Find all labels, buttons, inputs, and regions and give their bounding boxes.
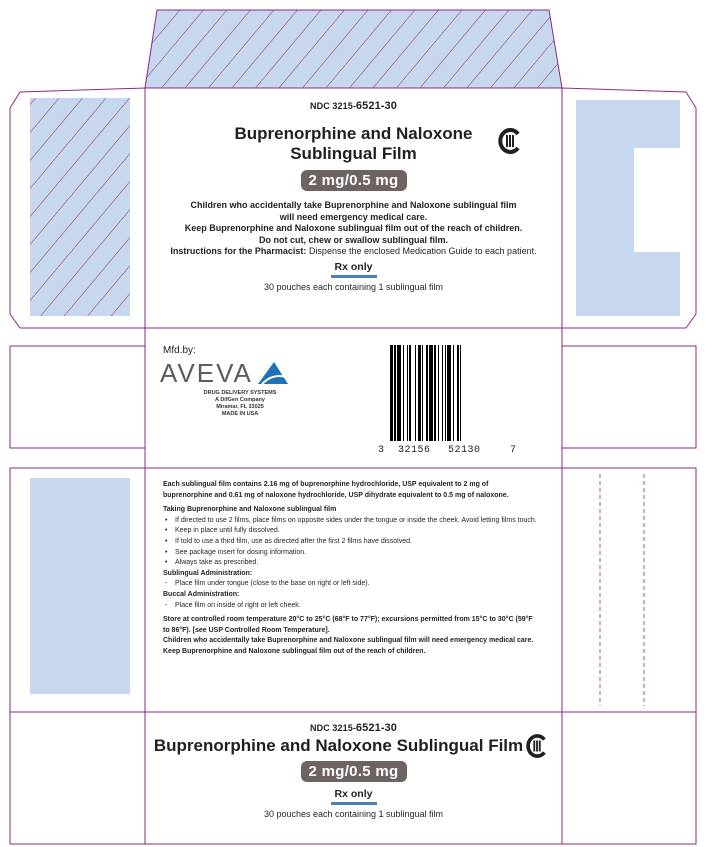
bullet-item: • Always take as prescribed. <box>163 558 538 569</box>
buccal-item: - Place film on inside of right or left cheek. <box>163 601 538 612</box>
strength-badge: 2 mg/0.5 mg <box>301 170 407 191</box>
pouch-count-bottom: 30 pouches each containing 1 sublingual film <box>263 809 444 819</box>
pharmacist-label: Instructions for the Pharmacist: <box>170 246 307 256</box>
logo-line-1: DRUG DELIVERY SYSTEMS <box>203 390 277 396</box>
taking-heading: Taking Buprenorphine and Naloxone sublingual film <box>163 506 337 514</box>
sublingual-heading: Sublingual Administration: <box>163 569 253 577</box>
pouch-count: 30 pouches each containing 1 sublingual film <box>263 281 444 292</box>
warning-line-4: Do not cut, chew or swallow sublingual film. <box>258 234 448 245</box>
buccal-heading: Buccal Administration: <box>163 590 240 598</box>
logo-line-3: Miramar, FL 33025 <box>216 404 264 410</box>
back-panel-text <box>163 480 538 658</box>
barcode-bars <box>390 345 518 441</box>
title-line-1: Buprenorphine and Naloxone <box>234 124 473 143</box>
ndc-code <box>145 100 562 112</box>
back-warning: Children who accidentally take Buprenorphine and Naloxone sublingual film will need emergency medical care. Keep Buprenorphine and Naloxone sublingual film out of the reach of children. <box>163 637 534 655</box>
barcode-group-2: 52130 <box>448 445 481 456</box>
logo-line-2: A DifGen Company <box>215 397 265 403</box>
ndc-main-bottom: 6521-30 <box>355 722 397 734</box>
mfd-by-label: Mfd.by: <box>163 345 196 356</box>
storage-statement: Store at controlled room temperature 20°C to 25°C (68°F to 77°F); excursions permitted from 15°C to 30°C (59°F to 86°F). [see USP Controlled Room Temperature]. <box>163 616 533 634</box>
ndc-main: 6521-30 <box>355 100 397 112</box>
ndc-code-bottom <box>145 722 562 734</box>
aveva-wordmark: AVEVA <box>160 358 253 388</box>
warning-block <box>145 200 562 246</box>
warning-line-2: will need emergency medical care. <box>279 211 428 222</box>
schedule-c3-symbol <box>498 128 522 159</box>
bullet-item: • If told to use a third film, use as directed after the first 2 films have dissolved. <box>163 537 538 548</box>
ndc-prefix-bottom: NDC 3215- <box>310 723 356 733</box>
pharmacist-text: Dispense the enclosed Medication Guide to each patient. <box>306 246 537 256</box>
barcode <box>390 345 518 441</box>
schedule-c3-symbol-bottom <box>526 734 548 763</box>
top-tuck-flap <box>145 10 562 88</box>
strength-badge-bottom: 2 mg/0.5 mg <box>301 761 407 782</box>
rx-underline-bottom <box>331 802 377 805</box>
barcode-number <box>378 445 518 457</box>
rx-only: Rx only <box>334 260 373 273</box>
barcode-group-1: 32156 <box>398 445 431 456</box>
product-title-bottom: Buprenorphine and Naloxone Sublingual Film <box>153 736 524 755</box>
warning-line-3: Keep Buprenorphine and Naloxone sublingual film out of the reach of children. <box>184 223 523 233</box>
rx-underline <box>331 275 377 278</box>
aveva-swoosh-icon <box>256 358 290 388</box>
barcode-digit-right: 7 <box>510 445 517 456</box>
composition-statement: Each sublingual film contains 2.16 mg of buprenorphine hydrochloride, USP equivalent to 2 mg of buprenorphine and 0.61 mg of naloxone hydrochloride, USP dihydrate equivalent to 0.5 mg of naloxone. <box>163 481 509 499</box>
sublingual-item: - Place film under tongue (close to the base on right or left side). <box>163 579 538 590</box>
logo-line-4: MADE IN USA <box>221 411 259 417</box>
bottom-panel-content <box>145 722 562 819</box>
bullet-item: • Keep in place until fully dissolved. <box>163 526 538 537</box>
bullet-item: • See package insert for dosing information. <box>163 548 538 559</box>
taking-bullets <box>163 516 538 569</box>
ndc-prefix: NDC 3215- <box>310 101 356 111</box>
rx-only-bottom: Rx only <box>334 788 373 800</box>
barcode-digit-left: 3 <box>378 445 385 456</box>
pharmacist-instructions <box>145 246 562 258</box>
bullet-item: • If directed to use 2 films, place films on opposite sides under the tongue or inside the cheek. Avoid letting films touch. <box>163 516 538 527</box>
title-line-2: Sublingual Film <box>290 144 417 163</box>
aveva-logo <box>160 358 290 418</box>
warning-line-1: Children who accidentally take Buprenorphine and Naloxone sublingual film <box>190 200 517 210</box>
